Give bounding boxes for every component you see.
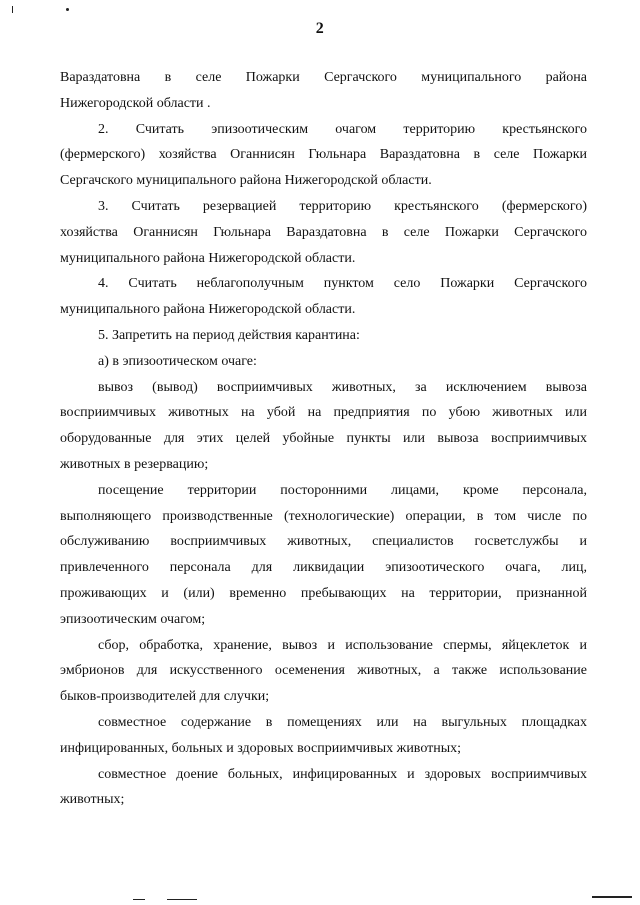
paragraph <box>60 117 587 194</box>
text-line: хозяйства Оганнисян Гюльнара Вараздатовна в селе Пожарки Сергачского <box>60 224 587 240</box>
text-line: 4. Считать неблагополучным пунктом село Пожарки Сергачского <box>98 276 587 292</box>
text-line: животных в резервацию; <box>60 456 209 472</box>
text-line: совместное доение больных, инфицированных и здоровых восприимчивых <box>98 766 587 782</box>
text-line: сбор, обработка, хранение, вывоз и использование спермы, яйцеклеток и <box>98 637 587 653</box>
text-line: эпизоотическим очагом; <box>60 611 206 627</box>
text-line: оборудованные для этих целей убойные пункты или вывоза восприимчивых <box>60 431 587 447</box>
text-line: Сергачского муниципального района Нижегородской области. <box>60 173 432 189</box>
paragraph <box>60 762 587 814</box>
text-line: муниципального района Нижегородской области. <box>60 250 356 266</box>
text-line: вывоз (вывод) восприимчивых животных, за исключением вывоза <box>98 379 587 395</box>
paragraph <box>60 375 587 478</box>
paragraph <box>60 633 587 710</box>
text-line: 5. Запретить на период действия карантина: <box>98 327 360 343</box>
text-line: обслуживанию восприимчивых животных, специалистов госветслужбы и <box>60 534 587 550</box>
paragraph <box>60 349 587 375</box>
text-line: посещение территории посторонними лицами, кроме персонала, <box>98 482 587 498</box>
scan-mark <box>66 8 69 11</box>
scan-mark <box>12 6 13 13</box>
page-number: 2 <box>315 20 325 37</box>
text-line: (фермерского) хозяйства Оганнисян Гюльнара Вараздатовна в селе Пожарки <box>60 147 587 163</box>
scan-mark <box>592 896 632 898</box>
text-line: проживающих и (или) временно пребывающих на территории, признанной <box>60 585 587 601</box>
paragraph <box>60 65 587 117</box>
text-line: привлеченного персонала для ликвидации эпизоотического очага, лиц, <box>60 560 587 576</box>
text-line: инфицированных, больных и здоровых восприимчивых животных; <box>60 740 462 756</box>
text-line: 2. Считать эпизоотическим очагом территорию крестьянского <box>98 121 587 137</box>
document-body <box>60 65 587 813</box>
paragraph <box>60 271 587 323</box>
text-line: Нижегородской области . <box>60 95 211 111</box>
paragraph <box>60 710 587 762</box>
text-line: а) в эпизоотическом очаге: <box>98 353 257 369</box>
text-line: Вараздатовна в селе Пожарки Сергачского муниципального района <box>60 70 587 85</box>
text-line: восприимчивых животных на убой на предприятия по убою животных или <box>60 405 587 421</box>
text-line: выполняющего производственные (технологические) операции, в том числе по <box>60 508 587 524</box>
scan-mark <box>167 899 197 900</box>
text-line: совместное содержание в помещениях или на выгульных площадках <box>98 714 587 730</box>
paragraph <box>60 478 587 633</box>
text-line: муниципального района Нижегородской области. <box>60 302 356 318</box>
scan-mark <box>133 899 145 900</box>
text-line: животных; <box>60 792 125 808</box>
text-line: быков-производителей для случки; <box>60 689 270 705</box>
paragraph <box>60 323 587 349</box>
paragraph <box>60 194 587 271</box>
text-line: эмбрионов для искусственного осеменения животных, а также использование <box>60 663 587 679</box>
text-line: 3. Считать резервацией территорию крестьянского (фермерского) <box>98 198 587 214</box>
